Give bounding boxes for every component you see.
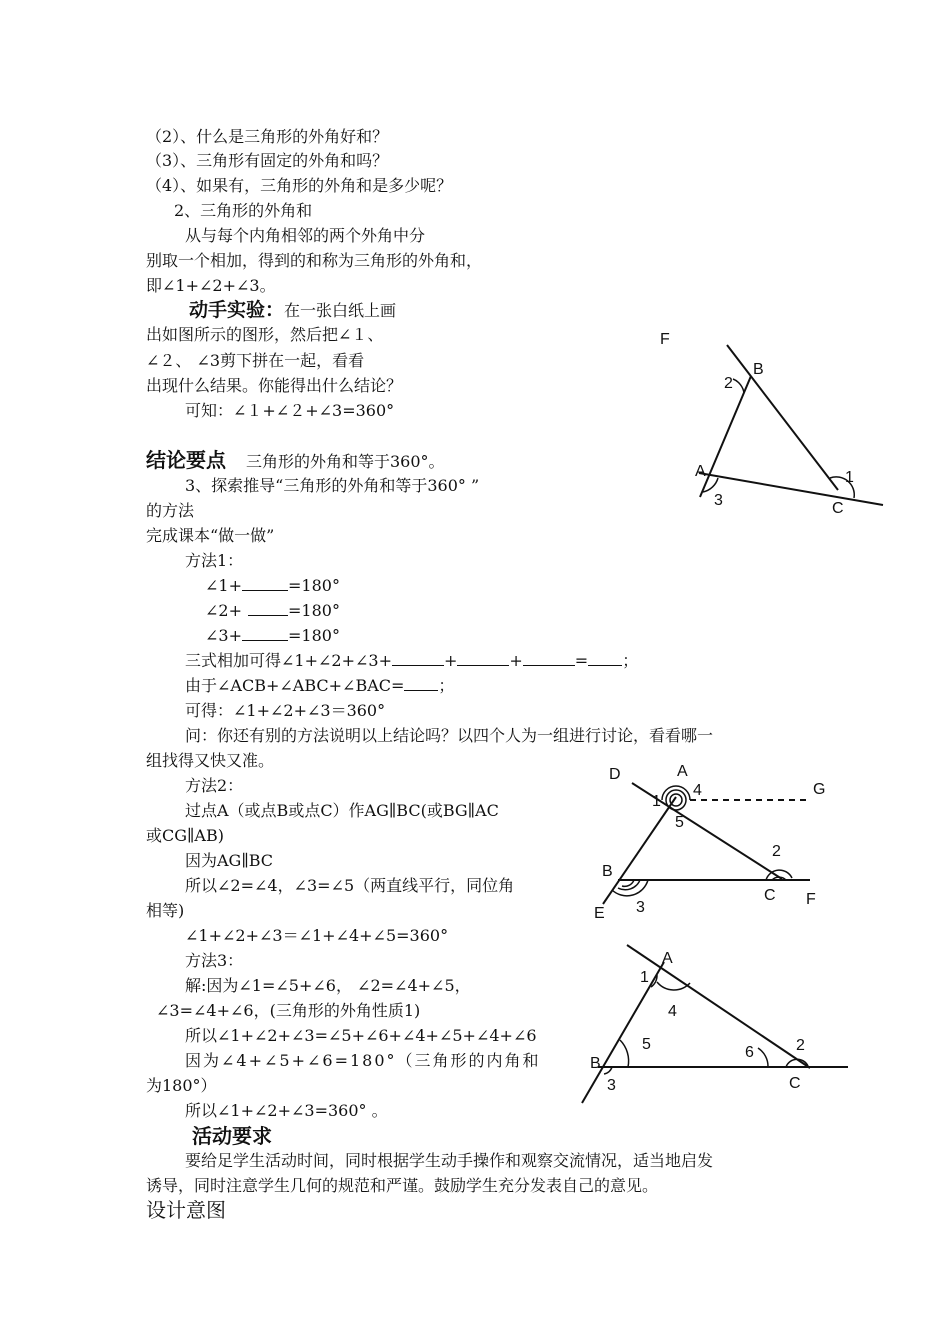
method-1-title: 方法1： xyxy=(185,551,244,570)
activity-line-2: 诱导，同时注意学生几何的规范和严谨。鼓励学生充分发表自己的意见。 xyxy=(146,1176,659,1195)
label-B: B xyxy=(753,361,764,378)
experiment-label: 动手实验： xyxy=(189,299,285,321)
equation-1-right: =180° xyxy=(288,576,340,595)
label-A: A xyxy=(695,463,706,480)
experiment-line-1: 在一张白纸上画 xyxy=(284,301,397,320)
conclusion-label: 结论要点 xyxy=(146,448,226,472)
definition-line-2: 别取一个相加，得到的和称为三角形的外角和， xyxy=(146,251,483,270)
discussion-line-1: 问：你还有别的方法说明以上结论吗？以四个人为一组进行讨论，看看哪一 xyxy=(185,726,714,745)
method-2-line-4: 所以∠2=∠4，∠3=∠5（两直线平行，同位角 xyxy=(185,876,515,895)
label-E: E xyxy=(594,905,605,922)
method-2-title: 方法2： xyxy=(185,776,244,795)
experiment-line-2: 出如图所示的图形，然后把∠１、 xyxy=(146,325,384,344)
equation-3-right: =180° xyxy=(288,626,340,645)
method-1-result: 可得：∠1+∠2+∠3＝360° xyxy=(185,701,386,720)
label-F: F xyxy=(806,891,816,908)
sum-equation-left: 三式相加可得∠1+∠2+∠3+ xyxy=(185,651,392,670)
line-ac-extended xyxy=(627,945,810,1068)
experiment-line-3: ∠２、 ∠3剪下拼在一起，看看 xyxy=(146,351,365,370)
angle-3-arc xyxy=(604,1067,612,1074)
section-3-title: 3、探索推导“三角形的外角和等于360° ” xyxy=(185,476,480,495)
label-angle-2: 2 xyxy=(796,1037,805,1054)
question-4: （4）、如果有，三角形的外角和是多少呢？ xyxy=(146,176,453,195)
equation-2-left: ∠2+ xyxy=(205,601,242,620)
method-3-line-2: ∠3=∠4+∠6，(三角形的外角性质1) xyxy=(156,1001,421,1020)
angle-sum-semicolon: ； xyxy=(438,676,455,695)
definition-line-3: 即∠1+∠2+∠3。 xyxy=(146,276,276,295)
method-3-line-6: 所以∠1+∠2+∠3=360° 。 xyxy=(185,1101,388,1120)
label-angle-3: 3 xyxy=(714,492,723,509)
equals-sign: = xyxy=(574,651,589,670)
label-D: D xyxy=(609,766,621,783)
method-2-line-2: 或CG∥AB) xyxy=(146,826,224,845)
label-angle-1: 1 xyxy=(845,469,854,486)
method-2-line-6: ∠1+∠2+∠3＝∠1+∠4+∠5=360° xyxy=(185,926,449,945)
method-3-title: 方法3： xyxy=(185,951,244,970)
equation-2-right: =180° xyxy=(288,601,340,620)
label-A: A xyxy=(677,763,688,780)
label-angle-1: 1 xyxy=(640,969,649,986)
method-3-line-4: 因为∠4+∠5+∠6=180°（三角形的内角和 xyxy=(185,1051,541,1070)
label-angle-5: 5 xyxy=(675,814,684,831)
method-2-line-3: 因为AG∥BC xyxy=(185,851,274,870)
label-angle-4: 4 xyxy=(668,1003,677,1020)
label-angle-5: 5 xyxy=(642,1036,651,1053)
label-C: C xyxy=(789,1075,801,1092)
angle-5-arc xyxy=(620,1040,629,1067)
label-angle-2: 2 xyxy=(772,843,781,860)
method-3-line-3: 所以∠1+∠2+∠3=∠5+∠6+∠4+∠5+∠4+∠6 xyxy=(185,1026,537,1045)
activity-line-1: 要给足学生活动时间，同时根据学生动手操作和观察交流情况，适当地启发 xyxy=(185,1151,714,1170)
method-3-line-1: 解:因为∠1=∠5+∠6， ∠2=∠4+∠5， xyxy=(185,976,471,995)
label-F: F xyxy=(660,331,670,348)
label-A: A xyxy=(662,950,673,967)
label-angle-2: 2 xyxy=(724,375,733,392)
label-angle-6: 6 xyxy=(745,1044,754,1061)
experiment-result: 可知：∠１+∠２+∠3=360° xyxy=(185,401,395,420)
conclusion-text: 三角形的外角和等于360°。 xyxy=(246,452,445,471)
label-angle-4: 4 xyxy=(693,782,702,799)
label-C: C xyxy=(832,500,844,517)
discussion-line-2: 组找得又快又准。 xyxy=(146,751,275,770)
section-3-title-cont: 的方法 xyxy=(146,501,195,520)
label-angle-1: 1 xyxy=(652,793,661,810)
plus-sign: + xyxy=(509,651,523,670)
method-2-line-5: 相等) xyxy=(146,901,185,920)
definition-line-1: 从与每个内角相邻的两个外角中分 xyxy=(185,226,426,245)
textbook-task: 完成课本“做一做” xyxy=(146,526,275,545)
activity-heading: 活动要求 xyxy=(192,1124,272,1148)
semicolon: ； xyxy=(622,651,639,670)
method-3-line-5: 为180°） xyxy=(146,1076,217,1095)
label-C: C xyxy=(764,887,776,904)
section-2-title: 2、三角形的外角和 xyxy=(174,201,313,220)
label-B: B xyxy=(590,1055,601,1072)
label-angle-3: 3 xyxy=(607,1077,616,1094)
method-2-line-1: 过点A（或点B或点C）作AG∥BC(或BG∥AC xyxy=(185,801,499,820)
angle-6-arc xyxy=(758,1048,768,1067)
label-angle-3: 3 xyxy=(636,899,645,916)
line-ab-extended xyxy=(582,962,664,1103)
question-2: （2）、什么是三角形的外角好和？ xyxy=(146,127,389,146)
plus-sign: + xyxy=(443,651,458,670)
experiment-line-4: 出现什么结果。你能得出什么结论？ xyxy=(146,376,403,395)
label-G: G xyxy=(813,781,826,798)
angle-sum-left: 由于∠ACB+∠ABC+∠BAC= xyxy=(185,676,405,695)
equation-3-left: ∠3+ xyxy=(205,626,242,645)
design-intent-heading: 设计意图 xyxy=(146,1198,226,1222)
question-3: （3）、三角形有固定的外角和吗？ xyxy=(146,151,389,170)
equation-1-left: ∠1+ xyxy=(205,576,242,595)
label-B: B xyxy=(602,863,613,880)
